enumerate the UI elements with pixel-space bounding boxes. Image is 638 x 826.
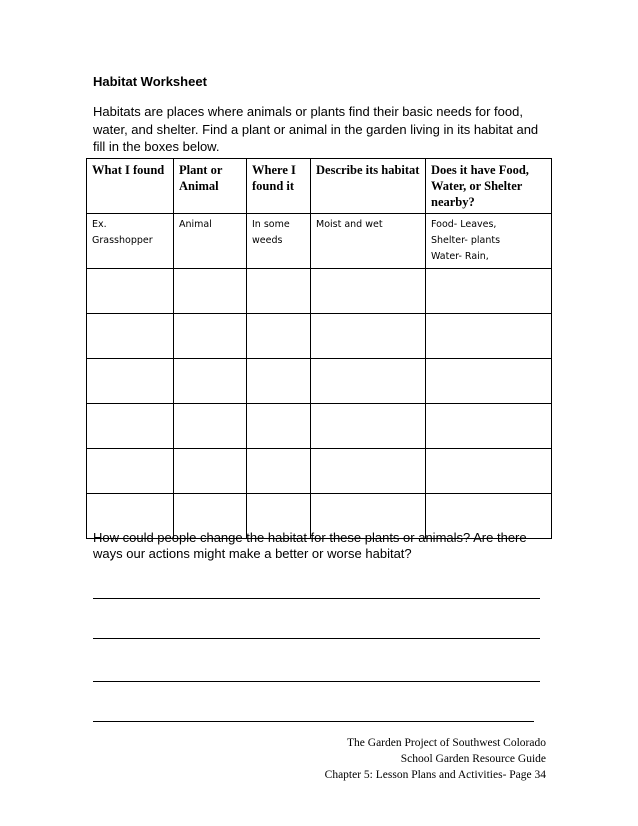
intro-line: Habitats are places where animals or plants find their basic needs for food, [93,104,523,119]
blank-cell[interactable] [311,404,426,449]
header-where-found: Where I found it [247,159,311,214]
header-describe-habitat: Describe its habitat [311,159,426,214]
table-header-row [87,159,552,214]
example-describe: Moist and wet [311,214,426,269]
blank-cell[interactable] [426,404,552,449]
blank-cell[interactable] [247,359,311,404]
blank-cell[interactable] [247,449,311,494]
header-plant-or-animal: Plant or Animal [174,159,247,214]
blank-cell[interactable] [311,449,426,494]
question-line: How could people change the habitat for these plants or animals? Are there [93,530,527,545]
table-row [87,359,552,404]
habitat-table [86,158,552,539]
worksheet-title: Habitat Worksheet [93,74,207,89]
example-what-found: Ex. Grasshopper [87,214,174,269]
table-row [87,314,552,359]
blank-cell[interactable] [87,269,174,314]
answer-line[interactable] [93,681,540,682]
blank-cell[interactable] [426,449,552,494]
header-what-found: What I found [87,159,174,214]
blank-cell[interactable] [426,359,552,404]
blank-cell[interactable] [311,269,426,314]
blank-cell[interactable] [311,314,426,359]
blank-cell[interactable] [174,449,247,494]
table-row [87,449,552,494]
blank-cell[interactable] [174,314,247,359]
blank-cell[interactable] [87,449,174,494]
blank-cell[interactable] [174,269,247,314]
blank-cell[interactable] [426,314,552,359]
example-row [87,214,552,269]
table-row [87,269,552,314]
example-food-water-shelter: Food- Leaves, Shelter- plants Water- Rain, [426,214,552,269]
intro-line: water, and shelter. Find a plant or animal in the garden living in its habitat and [93,121,539,137]
blank-cell[interactable] [247,314,311,359]
answer-line[interactable] [93,598,540,599]
blank-cell[interactable] [174,359,247,404]
footer-line: The Garden Project of Southwest Colorado [347,737,546,749]
intro-paragraph [93,103,553,156]
blank-cell[interactable] [426,269,552,314]
example-plant-or-animal: Animal [174,214,247,269]
blank-cell[interactable] [311,359,426,404]
blank-cell[interactable] [247,404,311,449]
blank-cell[interactable] [87,359,174,404]
question-line: ways our actions might make a better or worse habitat? [93,546,412,561]
header-food-water-shelter: Does it have Food, Water, or Shelter nearby? [426,159,552,214]
question-prompt [93,530,553,562]
blank-cell[interactable] [87,314,174,359]
footer-line: Chapter 5: Lesson Plans and Activities- Page 34 [324,769,546,781]
answer-line[interactable] [93,638,540,639]
page-footer [325,735,546,783]
example-where-found: In some weeds [247,214,311,269]
blank-cell[interactable] [174,404,247,449]
answer-line[interactable] [93,721,534,722]
blank-cell[interactable] [247,269,311,314]
intro-line: fill in the boxes below. [93,139,220,154]
table-row [87,404,552,449]
blank-cell[interactable] [87,404,174,449]
footer-line: School Garden Resource Guide [400,753,546,765]
